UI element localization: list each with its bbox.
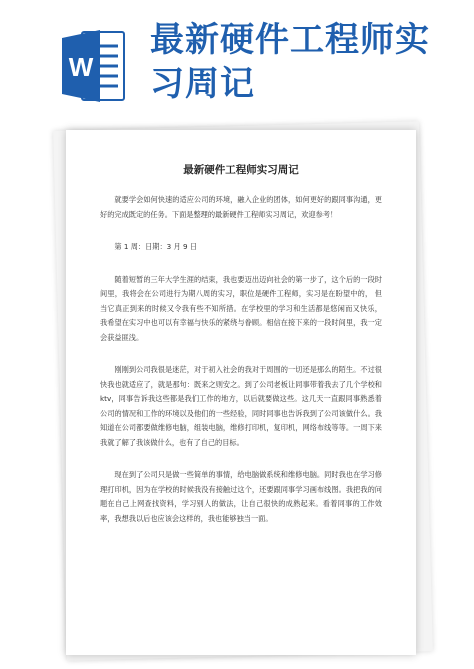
document-preview	[52, 120, 427, 660]
word-document-icon	[62, 28, 126, 104]
word-icon-letter: W	[68, 52, 94, 82]
document-page	[66, 130, 416, 655]
body-paragraph-2: 刚刚到公司我很是迷茫，对于初入社会的我对于周围的一切还是那么的陌生。不过很快我也就适应了，就是那句：既来之则安之。到了公司老板让同事带着我去了几个学校和 ktv，同事告诉我这些都是我们工作的地方，以后就要做这些。这几天一直跟同事熟悉着公司的情况和工作的环境以及他们的一些经验，同时同事也告诉我到了公司该做什么。我知道在公司都要做维修电脑，组装电脑，维修打印机，复印机，网络布线等等。一周下来我就了解了我该做什么，也有了自己的目标。	[100, 365, 382, 447]
body-paragraph-3: 现在到了公司只是做一些简单的事情，给电脑做系统和维修电脑。同时我也在学习修理打印机，因为在学校的时候我没有接触过这个，还要跟同事学习画布线图。我把我的问题在自己上网查找资料，学习别人的做法，让自己很快的成熟起来。看着同事的工作效率，我想我以后也应该会这样的，我也能够独当一面。	[100, 470, 382, 523]
week-date-line: 第 1 周：日期：3 月 9 日	[114, 242, 198, 251]
banner-title	[150, 18, 460, 106]
banner	[0, 0, 474, 130]
body-paragraph-1: 随着短暂的三年大学生涯的结束，我也要迈出迈向社会的第一步了，这个后的一段时间里，我将会在公司进行为期八周的实习，职位是硬件工程师，实习是在盼望中的， 但当它真正到来的时候又令我有些不知所措。在学校里的学习和生活都是悠闲而又快乐， 我希望在实习中也可以有幸福与快乐的紧绕与眷顾。相信在接下来的一段时间里，我一定会获益匪浅。	[100, 274, 382, 342]
banner-title-line-1: 最新硬件工程师实	[150, 20, 430, 60]
banner-title-line-2: 习周记	[150, 64, 255, 104]
document-title: 最新硬件工程师实习周记	[183, 164, 299, 176]
intro-paragraph: 就要学会如何快速的适应公司的环境，融入企业的团体，如何更好的跟同事沟通，更好的完成既定的任务。下面是整理的最新硬件工程师实习周记，欢迎参考！	[100, 195, 382, 219]
